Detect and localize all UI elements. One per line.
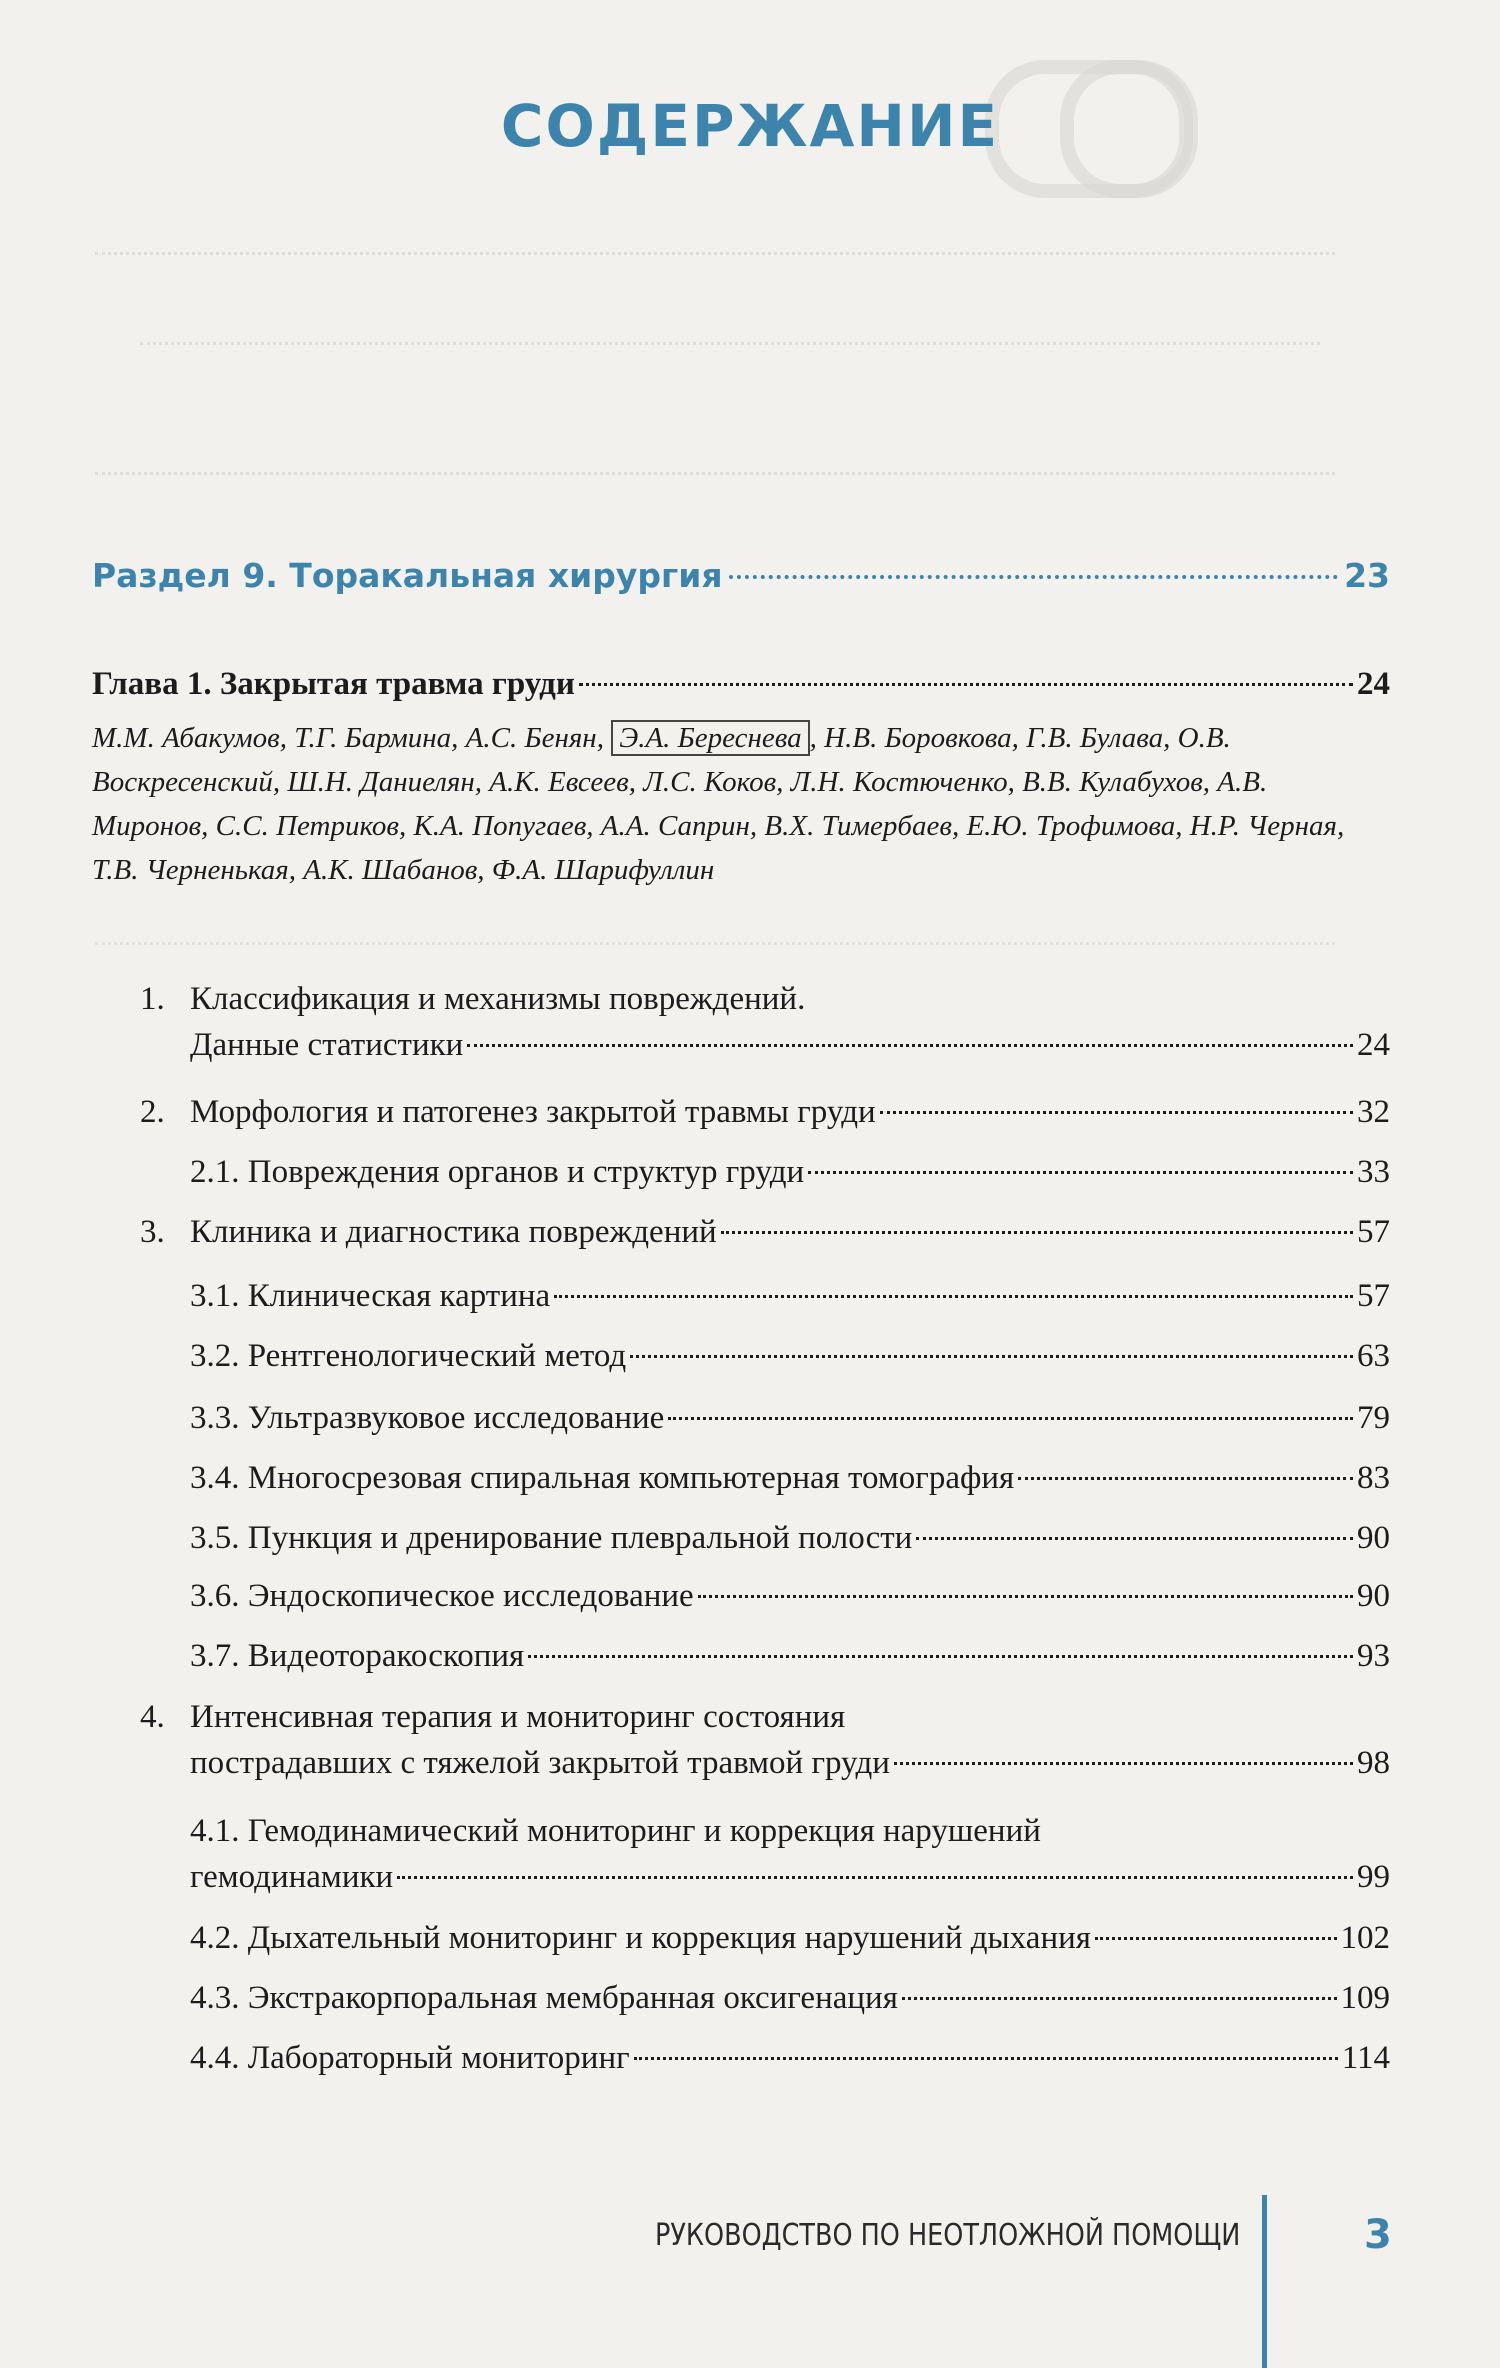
entry-page: 83 <box>1357 1460 1390 1496</box>
entry-number: 4. <box>140 1699 165 1735</box>
watermark-bleed-line <box>95 250 1335 255</box>
toc-entry-4-2[interactable] <box>190 1918 1390 1958</box>
leader-dots <box>880 1111 1353 1114</box>
entry-line2: гемодинамики <box>190 1859 394 1895</box>
entry-line1: Классификация и механизмы повреждений. <box>190 981 806 1017</box>
toc-entry-4[interactable] <box>140 1694 1390 1786</box>
toc-entry-3-3[interactable] <box>190 1398 1390 1438</box>
entry-line1: Интенсивная терапия и мониторинг состояния <box>190 1699 846 1735</box>
entry-page: 102 <box>1340 1920 1390 1956</box>
leader-dots <box>894 1762 1353 1765</box>
entry-label: 3.5. Пункция и дренирование плевральной полости <box>190 1520 913 1556</box>
entry-line2: Данные статистики <box>190 1027 464 1063</box>
leader-dots <box>1018 1477 1353 1480</box>
leader-dots <box>579 683 1353 686</box>
entry-label: 3.4. Многосрезовая спиральная компьютерная томография <box>190 1460 1015 1496</box>
leader-dots <box>528 1655 1353 1658</box>
section-page: 23 <box>1344 556 1390 595</box>
highlighted-author: Э.А. Береснева <box>611 720 809 756</box>
entry-label: 4.2. Дыхательный мониторинг и коррекция нарушений дыхания <box>190 1920 1091 1956</box>
leader-dots <box>902 1997 1337 2000</box>
entry-label: Клиника и диагностика повреждений <box>190 1214 717 1250</box>
leader-dots <box>808 1171 1353 1174</box>
leader-dots <box>634 2057 1338 2060</box>
entry-line2-row <box>190 1022 1390 1068</box>
entry-page: 114 <box>1341 2040 1390 2076</box>
entry-line1: 4.1. Гемодинамический мониторинг и коррекция нарушений <box>190 1813 1041 1849</box>
entry-number: 2. <box>140 1094 165 1130</box>
toc-entry-4-3[interactable] <box>190 1978 1390 2018</box>
leader-dots <box>729 575 1339 579</box>
entry-label: 4.3. Экстракорпоральная мембранная оксигенация <box>190 1980 898 2016</box>
entry-label: 3.2. Рентгенологический метод <box>190 1338 627 1374</box>
toc-entry-4-4[interactable] <box>190 2038 1390 2078</box>
watermark-bleed-line <box>95 470 1335 475</box>
authors-before: М.М. Абакумов, Т.Г. Бармина, А.С. Бенян, <box>92 722 612 754</box>
chapter-page: 24 <box>1357 666 1390 702</box>
toc-entry-4-1[interactable] <box>190 1808 1390 1900</box>
authors-list <box>92 716 1390 892</box>
section-label: Раздел 9. Торакальная хирургия <box>92 556 723 595</box>
leader-dots <box>1095 1937 1337 1940</box>
entry-page: 33 <box>1357 1154 1390 1190</box>
entry-number: 3. <box>140 1214 165 1250</box>
entry-page: 109 <box>1340 1980 1390 2016</box>
entry-page: 98 <box>1357 1745 1390 1781</box>
toc-entry-3-5[interactable] <box>190 1518 1390 1558</box>
page-number: 3 <box>1364 2212 1392 2258</box>
watermark-bleed-line <box>140 340 1320 345</box>
entry-page: 32 <box>1357 1094 1390 1130</box>
entry-page: 79 <box>1357 1400 1390 1436</box>
leader-dots <box>698 1595 1353 1598</box>
toc-entry-3[interactable] <box>140 1212 1390 1252</box>
entry-label: 4.4. Лабораторный мониторинг <box>190 2040 630 2076</box>
leader-dots <box>668 1417 1353 1420</box>
watermark-bleed-line <box>95 940 1335 945</box>
leader-dots <box>630 1355 1353 1358</box>
entry-page: 57 <box>1357 1214 1390 1250</box>
entry-label: 2.1. Повреждения органов и структур груди <box>190 1154 805 1190</box>
entry-page: 93 <box>1357 1638 1390 1674</box>
toc-entry-3-7[interactable] <box>190 1636 1390 1676</box>
toc-entry-3-1[interactable] <box>190 1276 1390 1316</box>
leader-dots <box>397 1876 1353 1879</box>
chapter-entry[interactable] <box>92 664 1390 704</box>
entry-page: 90 <box>1357 1520 1390 1556</box>
footer-book-title: РУКОВОДСТВО ПО НЕОТЛОЖНОЙ ПОМОЩИ <box>655 2218 1241 2253</box>
entry-line2-row <box>190 1854 1390 1900</box>
entry-line2-row <box>190 1740 1390 1786</box>
page-title: СОДЕРЖАНИЕ <box>500 92 1000 160</box>
entry-label: Морфология и патогенез закрытой травмы груди <box>190 1094 876 1130</box>
leader-dots <box>721 1231 1353 1234</box>
toc-entry-2[interactable] <box>140 1092 1390 1132</box>
authors-after: , Н.В. Боровкова, Г.В. Булава, О.В. Воскресенский, Ш.Н. Даниелян, А.К. Евсеев, Л.С. Коков, Л.Н. Костюченко, В.В. Кулабухов, А.В. Миронов, С.С. Петриков, К.А. Попугаев, А.А. Саприн, В.Х. Тимербаев, Е.Ю. Трофимова, Н.Р. Черная, Т.В. Черненькая, А.К. Шабанов, Ф.А. Шарифуллин <box>92 722 1345 886</box>
entry-label: 3.3. Ультразвуковое исследование <box>190 1400 665 1436</box>
entry-page: 24 <box>1357 1027 1390 1063</box>
toc-entry-3-4[interactable] <box>190 1458 1390 1498</box>
toc-entry-3-2[interactable] <box>190 1336 1390 1376</box>
section-entry[interactable] <box>92 556 1390 595</box>
entry-page: 57 <box>1357 1278 1390 1314</box>
chapter-label: Глава 1. Закрытая травма груди <box>92 666 575 702</box>
toc-entry-2-1[interactable] <box>190 1152 1390 1192</box>
toc-entry-3-6[interactable] <box>190 1576 1390 1616</box>
entry-page: 99 <box>1357 1859 1390 1895</box>
footer-divider <box>1262 2195 1267 2368</box>
entry-number: 1. <box>140 981 165 1017</box>
entry-label: 3.7. Видеоторакоскопия <box>190 1638 525 1674</box>
entry-page: 90 <box>1357 1578 1390 1614</box>
entry-label: 3.6. Эндоскопическое исследование <box>190 1578 694 1614</box>
leader-dots <box>554 1295 1353 1298</box>
leader-dots <box>916 1537 1353 1540</box>
leader-dots <box>467 1044 1353 1047</box>
entry-label: 3.1. Клиническая картина <box>190 1278 551 1314</box>
entry-line2: пострадавших с тяжелой закрытой травмой груди <box>190 1745 890 1781</box>
entry-page: 63 <box>1357 1338 1390 1374</box>
toc-entry-1[interactable] <box>140 976 1390 1068</box>
